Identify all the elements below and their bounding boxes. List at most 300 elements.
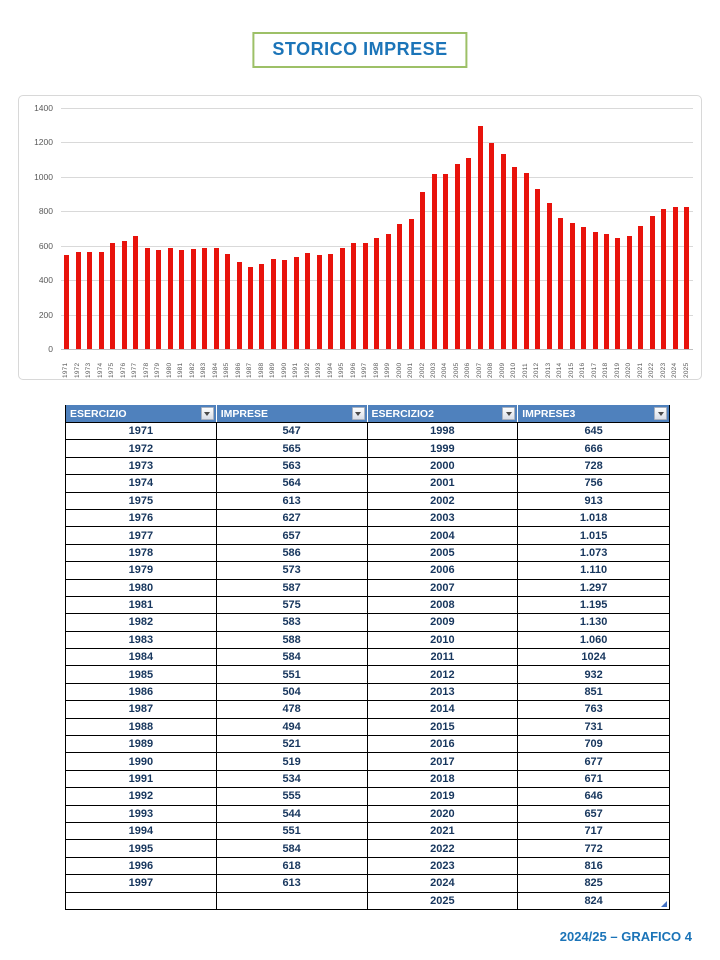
bar-2025 (684, 207, 689, 349)
table-cell: 1984 (66, 648, 217, 665)
x-label-slot (325, 352, 336, 378)
table-cell: 1994 (66, 822, 217, 839)
table-cell: 1993 (66, 805, 217, 822)
bar-slot-2010 (509, 108, 520, 349)
x-tick-label: 2005 (452, 362, 460, 378)
x-label-slot (153, 352, 164, 378)
bar-2021 (638, 226, 643, 349)
bar-slot-1992 (302, 108, 313, 349)
x-tick-label: 2020 (625, 362, 633, 378)
bar-2005 (455, 164, 460, 349)
x-label-slot (429, 352, 440, 378)
table-cell: 646 (518, 787, 669, 804)
table-cell: 717 (518, 822, 669, 839)
bar-slot-1980 (164, 108, 175, 349)
table-cell: 1.073 (518, 544, 669, 561)
x-label-slot (486, 352, 497, 378)
x-tick-label: 1989 (269, 362, 277, 378)
table-cell: 731 (518, 718, 669, 735)
bar-1985 (225, 254, 230, 349)
bar-2020 (627, 236, 632, 349)
bar-slot-1986 (233, 108, 244, 349)
table-cell: 2012 (368, 665, 519, 682)
x-label-slot (130, 352, 141, 378)
table-cell: 534 (217, 770, 368, 787)
table-cell: 551 (217, 665, 368, 682)
bar-2010 (512, 167, 517, 349)
table-cell: 1972 (66, 439, 217, 456)
x-tick-label: 2023 (659, 362, 667, 378)
filter-dropdown-button[interactable] (352, 407, 365, 420)
bar-2014 (558, 218, 563, 349)
table-cell: 2004 (368, 526, 519, 543)
bar-1979 (156, 250, 161, 349)
bar-1976 (122, 241, 127, 349)
x-tick-label: 1988 (257, 362, 265, 378)
x-tick-label: 2009 (498, 362, 506, 378)
bar-slot-2012 (532, 108, 543, 349)
table-cell: 1988 (66, 718, 217, 735)
bar-slot-2021 (635, 108, 646, 349)
x-tick-label: 1999 (384, 362, 392, 378)
table-cell: 2001 (368, 474, 519, 491)
x-tick-label: 1982 (188, 362, 196, 378)
table-cell: 1973 (66, 457, 217, 474)
table-cell: 2014 (368, 700, 519, 717)
table-cell: 564 (217, 474, 368, 491)
bar-slot-1982 (187, 108, 198, 349)
bar-slot-1984 (210, 108, 221, 349)
x-tick-label: 2017 (590, 362, 598, 378)
bar-slot-1972 (72, 108, 83, 349)
bar-slot-2024 (670, 108, 681, 349)
x-tick-label: 2004 (441, 362, 449, 378)
table-cell: 1987 (66, 700, 217, 717)
table-cell: 563 (217, 457, 368, 474)
column-header-esercizio2 (368, 405, 519, 422)
column-header-label: ESERCIZIO2 (371, 407, 434, 420)
bar-2012 (535, 189, 540, 349)
table-body (66, 422, 669, 909)
x-tick-label: 2014 (556, 362, 564, 378)
x-tick-label: 1971 (62, 362, 70, 378)
table-cell: 1998 (368, 422, 519, 439)
table-cell: 2020 (368, 805, 519, 822)
x-tick-label: 1998 (372, 362, 380, 378)
table-cell: 1995 (66, 839, 217, 856)
table-cell: 544 (217, 805, 368, 822)
x-label-slot (566, 352, 577, 378)
bar-1974 (99, 252, 104, 349)
bar-slot-2016 (578, 108, 589, 349)
table-cell: 657 (518, 805, 669, 822)
x-tick-label: 1977 (131, 362, 139, 378)
bar-2024 (673, 207, 678, 349)
x-tick-label: 2008 (487, 362, 495, 378)
x-tick-label: 1983 (200, 362, 208, 378)
table-cell: 2018 (368, 770, 519, 787)
x-label-slot (256, 352, 267, 378)
x-tick-label: 1984 (211, 362, 219, 378)
bar-2019 (615, 238, 620, 349)
bar-1990 (282, 260, 287, 349)
x-tick-label: 1979 (154, 362, 162, 378)
x-tick-label: 1993 (315, 362, 323, 378)
chart-plot-area (61, 108, 693, 349)
bar-slot-2020 (624, 108, 635, 349)
x-tick-label: 1995 (338, 362, 346, 378)
bar-slot-1979 (153, 108, 164, 349)
x-tick-label: 1991 (292, 362, 300, 378)
table-cell: 1980 (66, 579, 217, 596)
x-tick-label: 2000 (395, 362, 403, 378)
x-tick-label: 2025 (682, 362, 690, 378)
bar-chart (18, 95, 702, 380)
table-cell: 728 (518, 457, 669, 474)
x-tick-label: 1990 (280, 362, 288, 378)
table-cell: 618 (217, 857, 368, 874)
x-tick-label: 2013 (544, 362, 552, 378)
table-cell: 1.015 (518, 526, 669, 543)
table-cell: 2007 (368, 579, 519, 596)
x-label-slot (497, 352, 508, 378)
bar-2009 (501, 154, 506, 349)
page-title (252, 32, 467, 68)
x-label-slot (474, 352, 485, 378)
bar-slot-2014 (555, 108, 566, 349)
bar-slot-1991 (291, 108, 302, 349)
bar-slot-1998 (371, 108, 382, 349)
bar-slot-2005 (451, 108, 462, 349)
table-cell: 825 (518, 874, 669, 891)
x-label-slot (107, 352, 118, 378)
bar-2011 (524, 173, 529, 349)
x-tick-label: 2012 (533, 362, 541, 378)
table-cell: 1.018 (518, 509, 669, 526)
bar-slot-2009 (497, 108, 508, 349)
x-label-slot (360, 352, 371, 378)
bar-slot-2022 (647, 108, 658, 349)
table-cell: 671 (518, 770, 669, 787)
x-tick-label: 1992 (303, 362, 311, 378)
table-cell: 2009 (368, 613, 519, 630)
bar-slot-2015 (566, 108, 577, 349)
x-tick-label: 1981 (177, 362, 185, 378)
column-header-label: IMPRESE3 (522, 407, 576, 420)
table-cell: 2010 (368, 631, 519, 648)
bar-1983 (202, 248, 207, 349)
bar-slot-1981 (176, 108, 187, 349)
bar-2023 (661, 209, 666, 349)
bar-slot-1996 (348, 108, 359, 349)
x-label-slot (187, 352, 198, 378)
table-cell: 627 (217, 509, 368, 526)
bar-slot-1990 (279, 108, 290, 349)
x-label-slot (635, 352, 646, 378)
table-cell: 1975 (66, 492, 217, 509)
table-cell: 2005 (368, 544, 519, 561)
x-label-slot (348, 352, 359, 378)
table-cell: 824 (518, 892, 669, 909)
x-label-slot (279, 352, 290, 378)
x-tick-label: 2010 (510, 362, 518, 378)
y-tick-label: 0 (48, 344, 53, 354)
table-cell: 645 (518, 422, 669, 439)
bar-series (61, 108, 693, 349)
x-label-slot (337, 352, 348, 378)
page-title-text: STORICO IMPRESE (272, 39, 448, 59)
table-cell: 677 (518, 752, 669, 769)
x-tick-label: 1976 (119, 362, 127, 378)
table-cell: 478 (217, 700, 368, 717)
table-cell: 575 (217, 596, 368, 613)
bar-slot-2003 (429, 108, 440, 349)
x-tick-label: 1973 (85, 362, 93, 378)
table-cell: 1992 (66, 787, 217, 804)
x-label-slot (451, 352, 462, 378)
bar-slot-1997 (360, 108, 371, 349)
table-cell: 1978 (66, 544, 217, 561)
x-label-slot (371, 352, 382, 378)
bar-2016 (581, 227, 586, 349)
table-cell: 1989 (66, 735, 217, 752)
table-cell: 1976 (66, 509, 217, 526)
y-tick-label: 1400 (34, 103, 53, 113)
table-cell: 1.060 (518, 631, 669, 648)
table-cell: 1.110 (518, 561, 669, 578)
x-label-slot (383, 352, 394, 378)
x-label-slot (670, 352, 681, 378)
bar-slot-1995 (337, 108, 348, 349)
x-label-slot (612, 352, 623, 378)
bar-1997 (363, 243, 368, 349)
bar-1991 (294, 257, 299, 349)
table-cell: 2003 (368, 509, 519, 526)
x-tick-label: 1997 (361, 362, 369, 378)
bar-1994 (328, 254, 333, 349)
x-tick-label: 2003 (429, 362, 437, 378)
bar-slot-2001 (406, 108, 417, 349)
table-cell: 2024 (368, 874, 519, 891)
table-cell: 2000 (368, 457, 519, 474)
x-tick-label: 1978 (142, 362, 150, 378)
table-cell: 504 (217, 683, 368, 700)
table-cell: 2016 (368, 735, 519, 752)
table-cell: 1.297 (518, 579, 669, 596)
x-label-slot (647, 352, 658, 378)
bar-1998 (374, 238, 379, 349)
bar-slot-1999 (383, 108, 394, 349)
y-tick-label: 800 (38, 206, 53, 217)
bar-2007 (478, 126, 483, 349)
table-cell: 1985 (66, 665, 217, 682)
table-cell: 1983 (66, 631, 217, 648)
x-tick-label: 2015 (567, 362, 575, 378)
x-tick-label: 1980 (165, 362, 173, 378)
chevron-down-icon (204, 412, 210, 416)
bar-slot-2023 (658, 108, 669, 349)
bar-1987 (248, 267, 253, 349)
x-tick-label: 1994 (326, 362, 334, 378)
x-tick-label: 2011 (521, 363, 529, 378)
bar-slot-2025 (681, 108, 692, 349)
x-label-slot (199, 352, 210, 378)
x-label-slot (302, 352, 313, 378)
bar-1975 (110, 243, 115, 349)
x-label-slot (291, 352, 302, 378)
bar-slot-1987 (245, 108, 256, 349)
y-tick-label: 1200 (34, 137, 53, 148)
footer-caption: 2024/25 – GRAFICO 4 (559, 929, 692, 944)
bar-slot-2017 (589, 108, 600, 349)
bar-1995 (340, 248, 345, 349)
x-label-slot (394, 352, 405, 378)
bar-2004 (443, 174, 448, 349)
table-cell: 1979 (66, 561, 217, 578)
filter-dropdown-button[interactable] (502, 407, 515, 420)
table-cell: 555 (217, 787, 368, 804)
x-label-slot (141, 352, 152, 378)
x-tick-label: 2016 (579, 362, 587, 378)
x-tick-label: 1974 (96, 362, 104, 378)
table-header-row (66, 405, 669, 422)
bar-2013 (547, 203, 552, 349)
x-tick-label: 1985 (223, 362, 231, 378)
bar-2000 (397, 224, 402, 349)
gridline-0 (61, 349, 693, 350)
table-cell: 1986 (66, 683, 217, 700)
column-header-label: ESERCIZIO (70, 407, 127, 420)
chart-x-axis (61, 352, 693, 378)
table-cell: 2015 (368, 718, 519, 735)
table-cell: 2002 (368, 492, 519, 509)
filter-dropdown-button[interactable] (201, 407, 214, 420)
table-cell: 763 (518, 700, 669, 717)
column-header-esercizio (66, 405, 217, 422)
table-cell: 1996 (66, 857, 217, 874)
table-cell: 586 (217, 544, 368, 561)
table-cell: 2008 (368, 596, 519, 613)
x-tick-label: 2022 (648, 362, 656, 378)
bar-slot-1994 (325, 108, 336, 349)
bar-1993 (317, 255, 322, 349)
bar-slot-2002 (417, 108, 428, 349)
x-label-slot (658, 352, 669, 378)
x-label-slot (84, 352, 95, 378)
table-cell: 709 (518, 735, 669, 752)
table-cell: 851 (518, 683, 669, 700)
x-label-slot (233, 352, 244, 378)
table-cell: 2019 (368, 787, 519, 804)
x-label-slot (61, 352, 72, 378)
x-label-slot (245, 352, 256, 378)
bar-1977 (133, 236, 138, 349)
x-label-slot (543, 352, 554, 378)
x-tick-label: 2001 (407, 362, 415, 378)
x-label-slot (681, 352, 692, 378)
table-cell: 1981 (66, 596, 217, 613)
x-label-slot (268, 352, 279, 378)
table-cell: 756 (518, 474, 669, 491)
x-label-slot (463, 352, 474, 378)
data-table (65, 405, 670, 910)
bar-slot-2000 (394, 108, 405, 349)
column-header-label: IMPRESE (220, 407, 269, 420)
table-cell: 1.130 (518, 613, 669, 630)
x-label-slot (176, 352, 187, 378)
bar-2017 (593, 232, 598, 349)
table-cell: 666 (518, 439, 669, 456)
x-label-slot (532, 352, 543, 378)
bar-2008 (489, 143, 494, 349)
table-resize-handle[interactable] (661, 901, 667, 907)
x-label-slot (589, 352, 600, 378)
table-cell: 1990 (66, 752, 217, 769)
table-cell: 2006 (368, 561, 519, 578)
bar-slot-1989 (268, 108, 279, 349)
table-cell: 1977 (66, 526, 217, 543)
table-cell: 932 (518, 665, 669, 682)
bar-1999 (386, 234, 391, 349)
table-cell: 565 (217, 439, 368, 456)
x-label-slot (520, 352, 531, 378)
bar-1992 (305, 253, 310, 349)
table-cell: 584 (217, 648, 368, 665)
bar-slot-1985 (222, 108, 233, 349)
table-cell: 772 (518, 839, 669, 856)
table-cell: 1997 (66, 874, 217, 891)
table-cell: 2017 (368, 752, 519, 769)
bar-2022 (650, 216, 655, 349)
x-label-slot (578, 352, 589, 378)
filter-dropdown-button[interactable] (654, 407, 667, 420)
x-label-slot (555, 352, 566, 378)
x-tick-label: 1972 (73, 362, 81, 378)
bar-2015 (570, 223, 575, 349)
bar-2002 (420, 192, 425, 349)
x-tick-label: 2024 (671, 362, 679, 378)
table-cell: 613 (217, 874, 368, 891)
x-tick-label: 2007 (475, 362, 483, 378)
bar-slot-2004 (440, 108, 451, 349)
x-label-slot (440, 352, 451, 378)
bar-slot-2007 (474, 108, 485, 349)
bar-2006 (466, 158, 471, 349)
x-tick-label: 2018 (602, 362, 610, 378)
chevron-down-icon (355, 412, 361, 416)
x-tick-label: 2002 (418, 362, 426, 378)
table-cell: 657 (217, 526, 368, 543)
bar-1978 (145, 248, 150, 349)
bar-slot-1974 (95, 108, 106, 349)
bar-slot-1993 (314, 108, 325, 349)
bar-1981 (179, 250, 184, 349)
table-cell: 816 (518, 857, 669, 874)
bar-2018 (604, 234, 609, 350)
x-label-slot (164, 352, 175, 378)
table-cell: 2022 (368, 839, 519, 856)
table-cell: 584 (217, 839, 368, 856)
bar-1971 (64, 255, 69, 349)
y-tick-label: 600 (38, 240, 53, 251)
x-label-slot (417, 352, 428, 378)
column-header-imprese (217, 405, 368, 422)
table-cell: 1024 (518, 648, 669, 665)
bar-slot-2008 (486, 108, 497, 349)
table-cell: 2025 (368, 892, 519, 909)
chevron-down-icon (658, 412, 664, 416)
column-header-imprese3 (518, 405, 669, 422)
